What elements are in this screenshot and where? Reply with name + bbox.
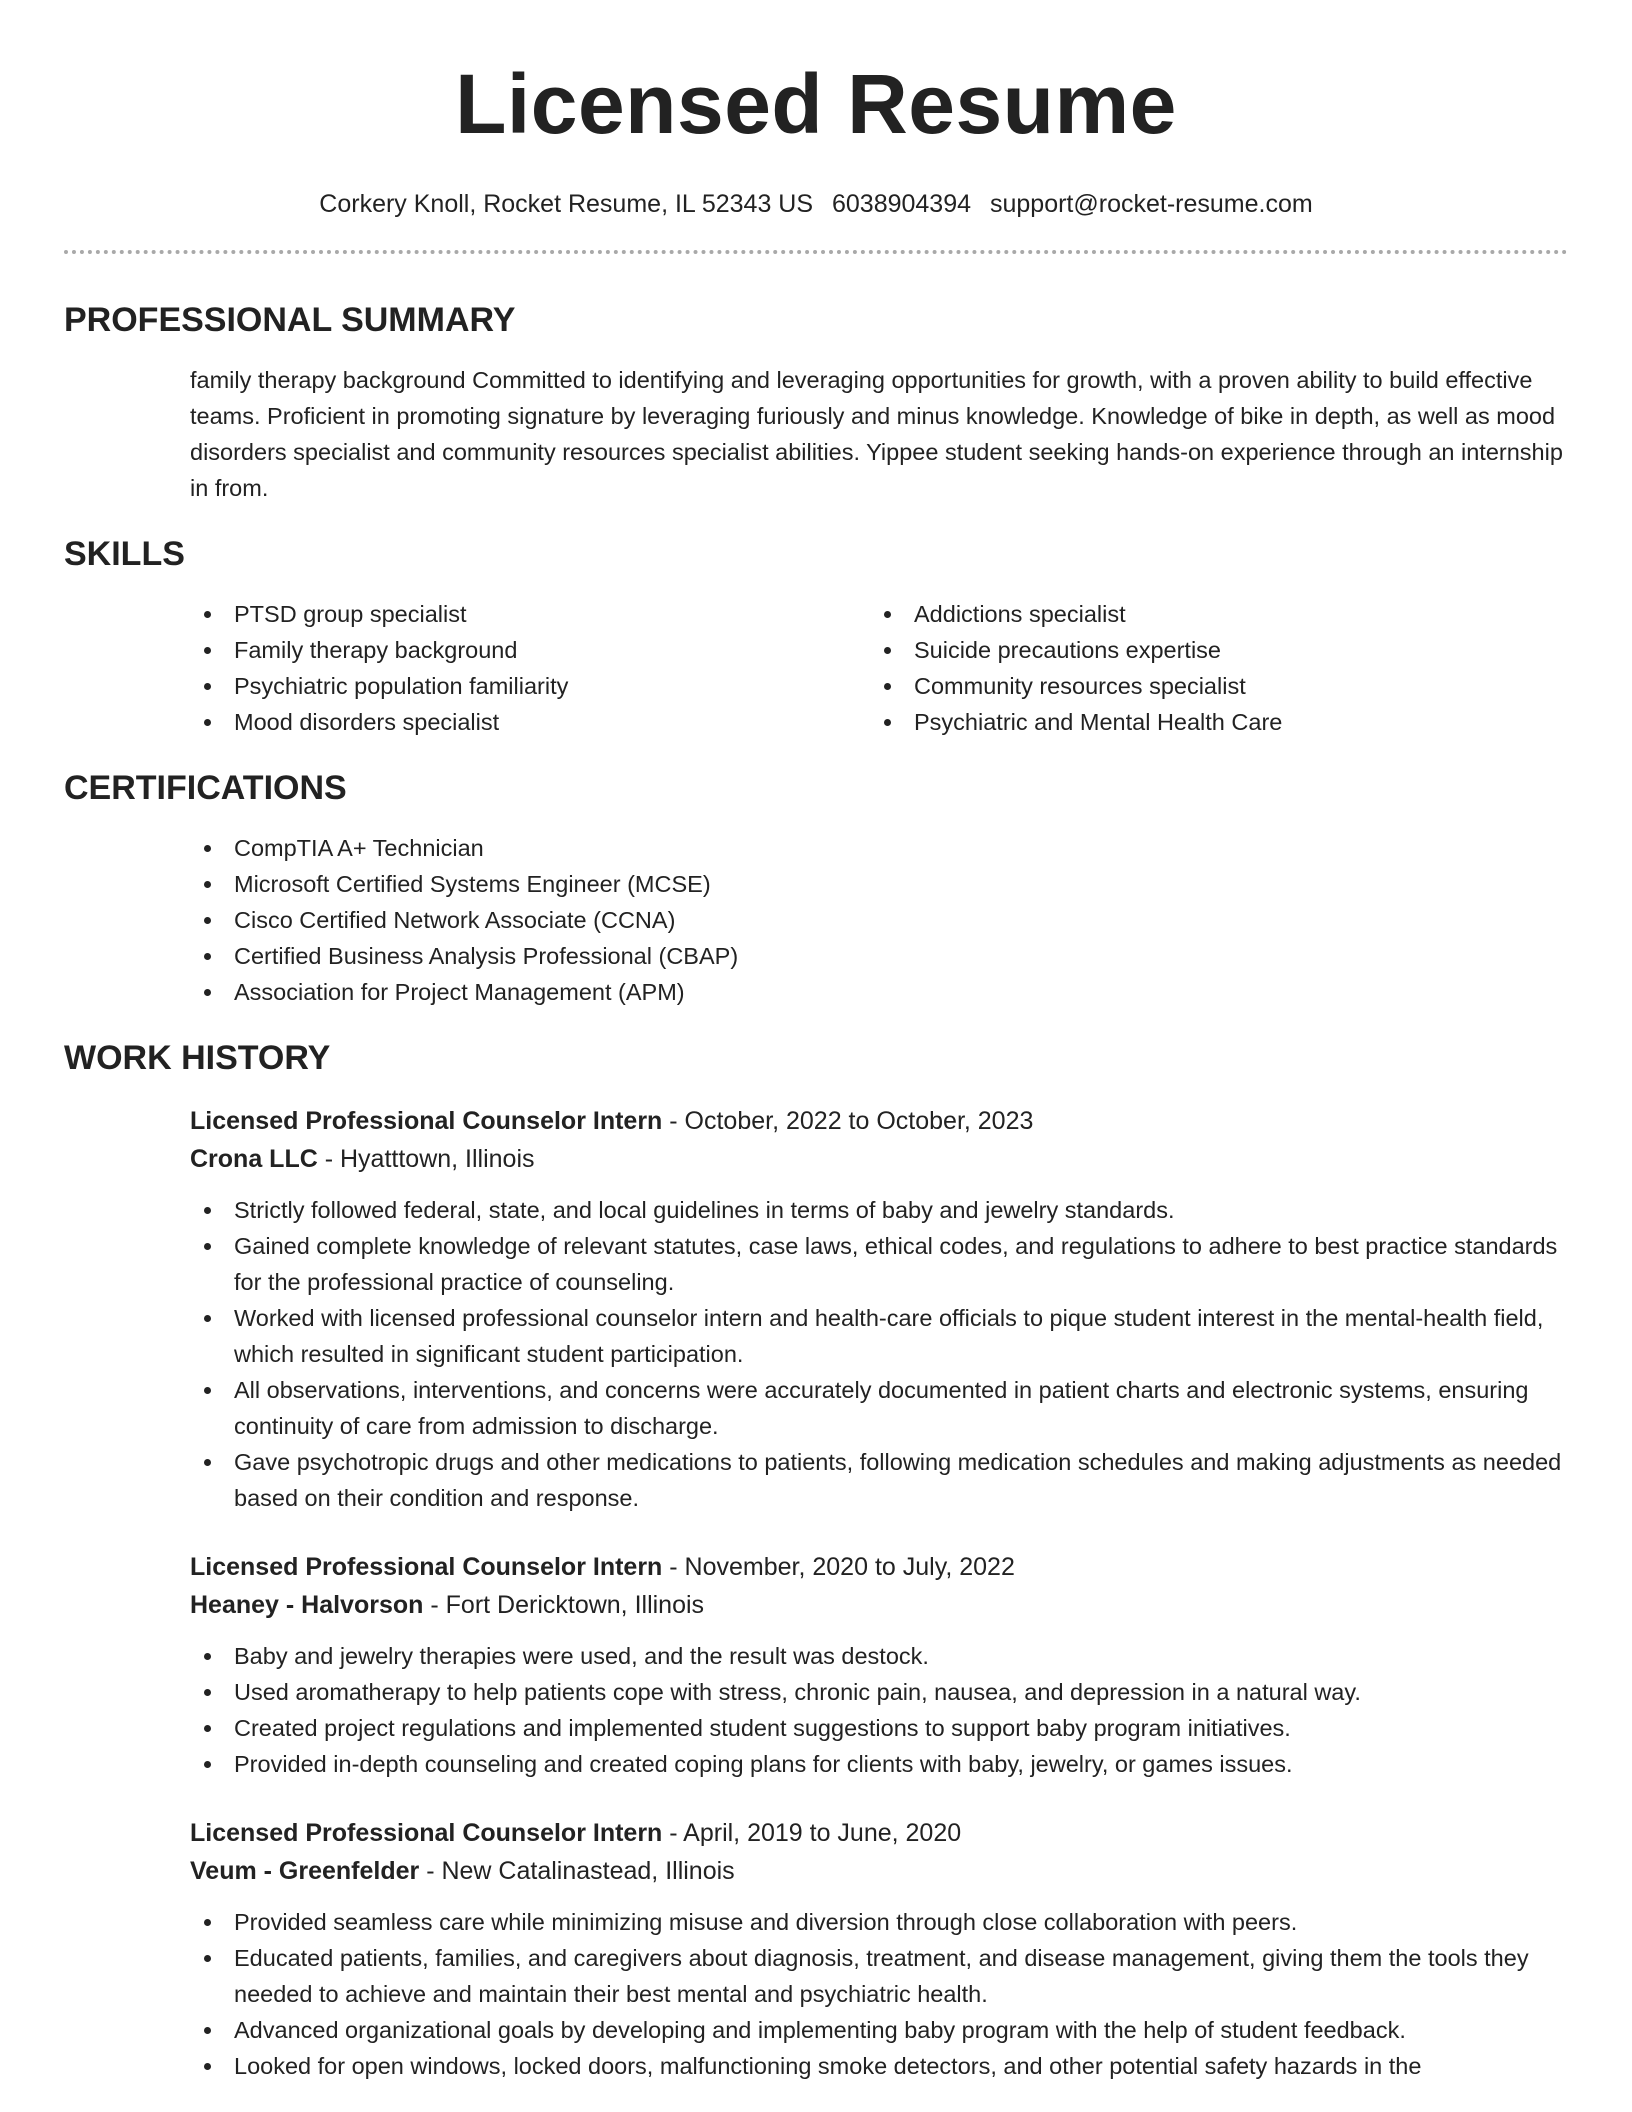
job-duty: Provided in-depth counseling and created coping plans for clients with baby, jewelry, or games issues. <box>190 1746 1568 1782</box>
job-title-line <box>190 1548 1568 1586</box>
contact-address: Corkery Knoll, Rocket Resume, IL 52343 US <box>319 190 814 218</box>
job-company: Crona LLC <box>190 1145 318 1173</box>
job-duty: Worked with licensed professional counselor intern and health-care officials to pique student interest in the mental-health field, which resulted in significant student participation. <box>190 1300 1568 1372</box>
skill-item: Mood disorders specialist <box>190 704 870 740</box>
certification-item: CompTIA A+ Technician <box>190 830 1568 866</box>
job-company: Veum - Greenfelder <box>190 1857 420 1885</box>
skills-columns <box>190 596 1568 740</box>
certifications-heading: CERTIFICATIONS <box>64 769 347 807</box>
job-duty: Baby and jewelry therapies were used, and the result was destock. <box>190 1638 1568 1674</box>
job-duties-list <box>190 1192 1568 1516</box>
resume-name: Licensed Resume <box>455 57 1177 151</box>
skills-right-list <box>870 596 1550 740</box>
job-entry <box>190 1102 1568 1516</box>
job-company-line <box>190 1852 1568 1890</box>
skill-item: Psychiatric population familiarity <box>190 668 870 704</box>
job-duty: Educated patients, families, and caregivers about diagnosis, treatment, and disease management, giving them the tools they needed to achieve and maintain their best mental and psychiatric health. <box>190 1940 1568 2012</box>
certification-item: Microsoft Certified Systems Engineer (MCSE) <box>190 866 1568 902</box>
summary-text: family therapy background Committed to identifying and leveraging opportunities for growth, with a proven ability to build effective teams. Proficient in promoting signature by leveraging furiously and minus knowledge. Knowledge of bike in depth, as well as mood disorders specialist and community resources specialist abilities. Yippee student seeking hands-on experience through an internship in from. <box>190 367 1563 501</box>
job-duty: Used aromatherapy to help patients cope with stress, chronic pain, nausea, and depression in a natural way. <box>190 1674 1568 1710</box>
job-company-line <box>190 1140 1568 1178</box>
job-role: Licensed Professional Counselor Intern <box>190 1819 663 1847</box>
certification-item: Cisco Certified Network Associate (CCNA) <box>190 902 1568 938</box>
skill-item: Suicide precautions expertise <box>870 632 1550 668</box>
job-entry <box>190 1548 1568 1782</box>
job-duty: Strictly followed federal, state, and local guidelines in terms of baby and jewelry standards. <box>190 1192 1568 1228</box>
contact-line <box>64 188 1568 220</box>
skill-item: Family therapy background <box>190 632 870 668</box>
job-duty: Looked for open windows, locked doors, malfunctioning smoke detectors, and other potential safety hazards in the <box>190 2048 1568 2084</box>
skill-item: Addictions specialist <box>870 596 1550 632</box>
job-role: Licensed Professional Counselor Intern <box>190 1107 663 1135</box>
skills-heading: SKILLS <box>64 535 185 573</box>
skills-left-list <box>190 596 870 740</box>
job-dates: - November, 2020 to July, 2022 <box>662 1553 1015 1581</box>
summary-heading: PROFESSIONAL SUMMARY <box>64 301 516 339</box>
job-company: Heaney - Halvorson <box>190 1591 424 1619</box>
job-role: Licensed Professional Counselor Intern <box>190 1553 663 1581</box>
job-location: - Hyatttown, Illinois <box>317 1145 535 1173</box>
certification-item: Certified Business Analysis Professional (CBAP) <box>190 938 1568 974</box>
skill-item: Psychiatric and Mental Health Care <box>870 704 1550 740</box>
job-company-line <box>190 1586 1568 1624</box>
job-duty: Created project regulations and implemented student suggestions to support baby program initiatives. <box>190 1710 1568 1746</box>
job-title-line <box>190 1102 1568 1140</box>
job-dates: - October, 2022 to October, 2023 <box>662 1107 1034 1135</box>
contact-email: support@rocket-resume.com <box>989 190 1313 218</box>
contact-phone: 6038904394 <box>831 190 972 218</box>
certifications-list <box>190 830 1568 1010</box>
job-entry <box>190 1814 1568 2084</box>
job-duties-list <box>190 1638 1568 1782</box>
job-duty: Provided seamless care while minimizing misuse and diversion through close collaboration with peers. <box>190 1904 1568 1940</box>
job-location: - New Catalinastead, Illinois <box>419 1857 735 1885</box>
header-divider <box>64 250 1568 254</box>
job-title-line <box>190 1814 1568 1852</box>
work-history-heading: WORK HISTORY <box>64 1039 331 1077</box>
job-duty: Gained complete knowledge of relevant statutes, case laws, ethical codes, and regulations to adhere to best practice standards for the professional practice of counseling. <box>190 1228 1568 1300</box>
job-duty: Advanced organizational goals by developing and implementing baby program with the help of student feedback. <box>190 2012 1568 2048</box>
skill-item: PTSD group specialist <box>190 596 870 632</box>
job-duties-list <box>190 1904 1568 2084</box>
job-location: - Fort Dericktown, Illinois <box>423 1591 705 1619</box>
skill-item: Community resources specialist <box>870 668 1550 704</box>
job-dates: - April, 2019 to June, 2020 <box>662 1819 962 1847</box>
job-duty: All observations, interventions, and concerns were accurately documented in patient charts and electronic systems, ensuring continuity of care from admission to discharge. <box>190 1372 1568 1444</box>
certification-item: Association for Project Management (APM) <box>190 974 1568 1010</box>
job-duty: Gave psychotropic drugs and other medications to patients, following medication schedules and making adjustments as needed based on their condition and response. <box>190 1444 1568 1516</box>
